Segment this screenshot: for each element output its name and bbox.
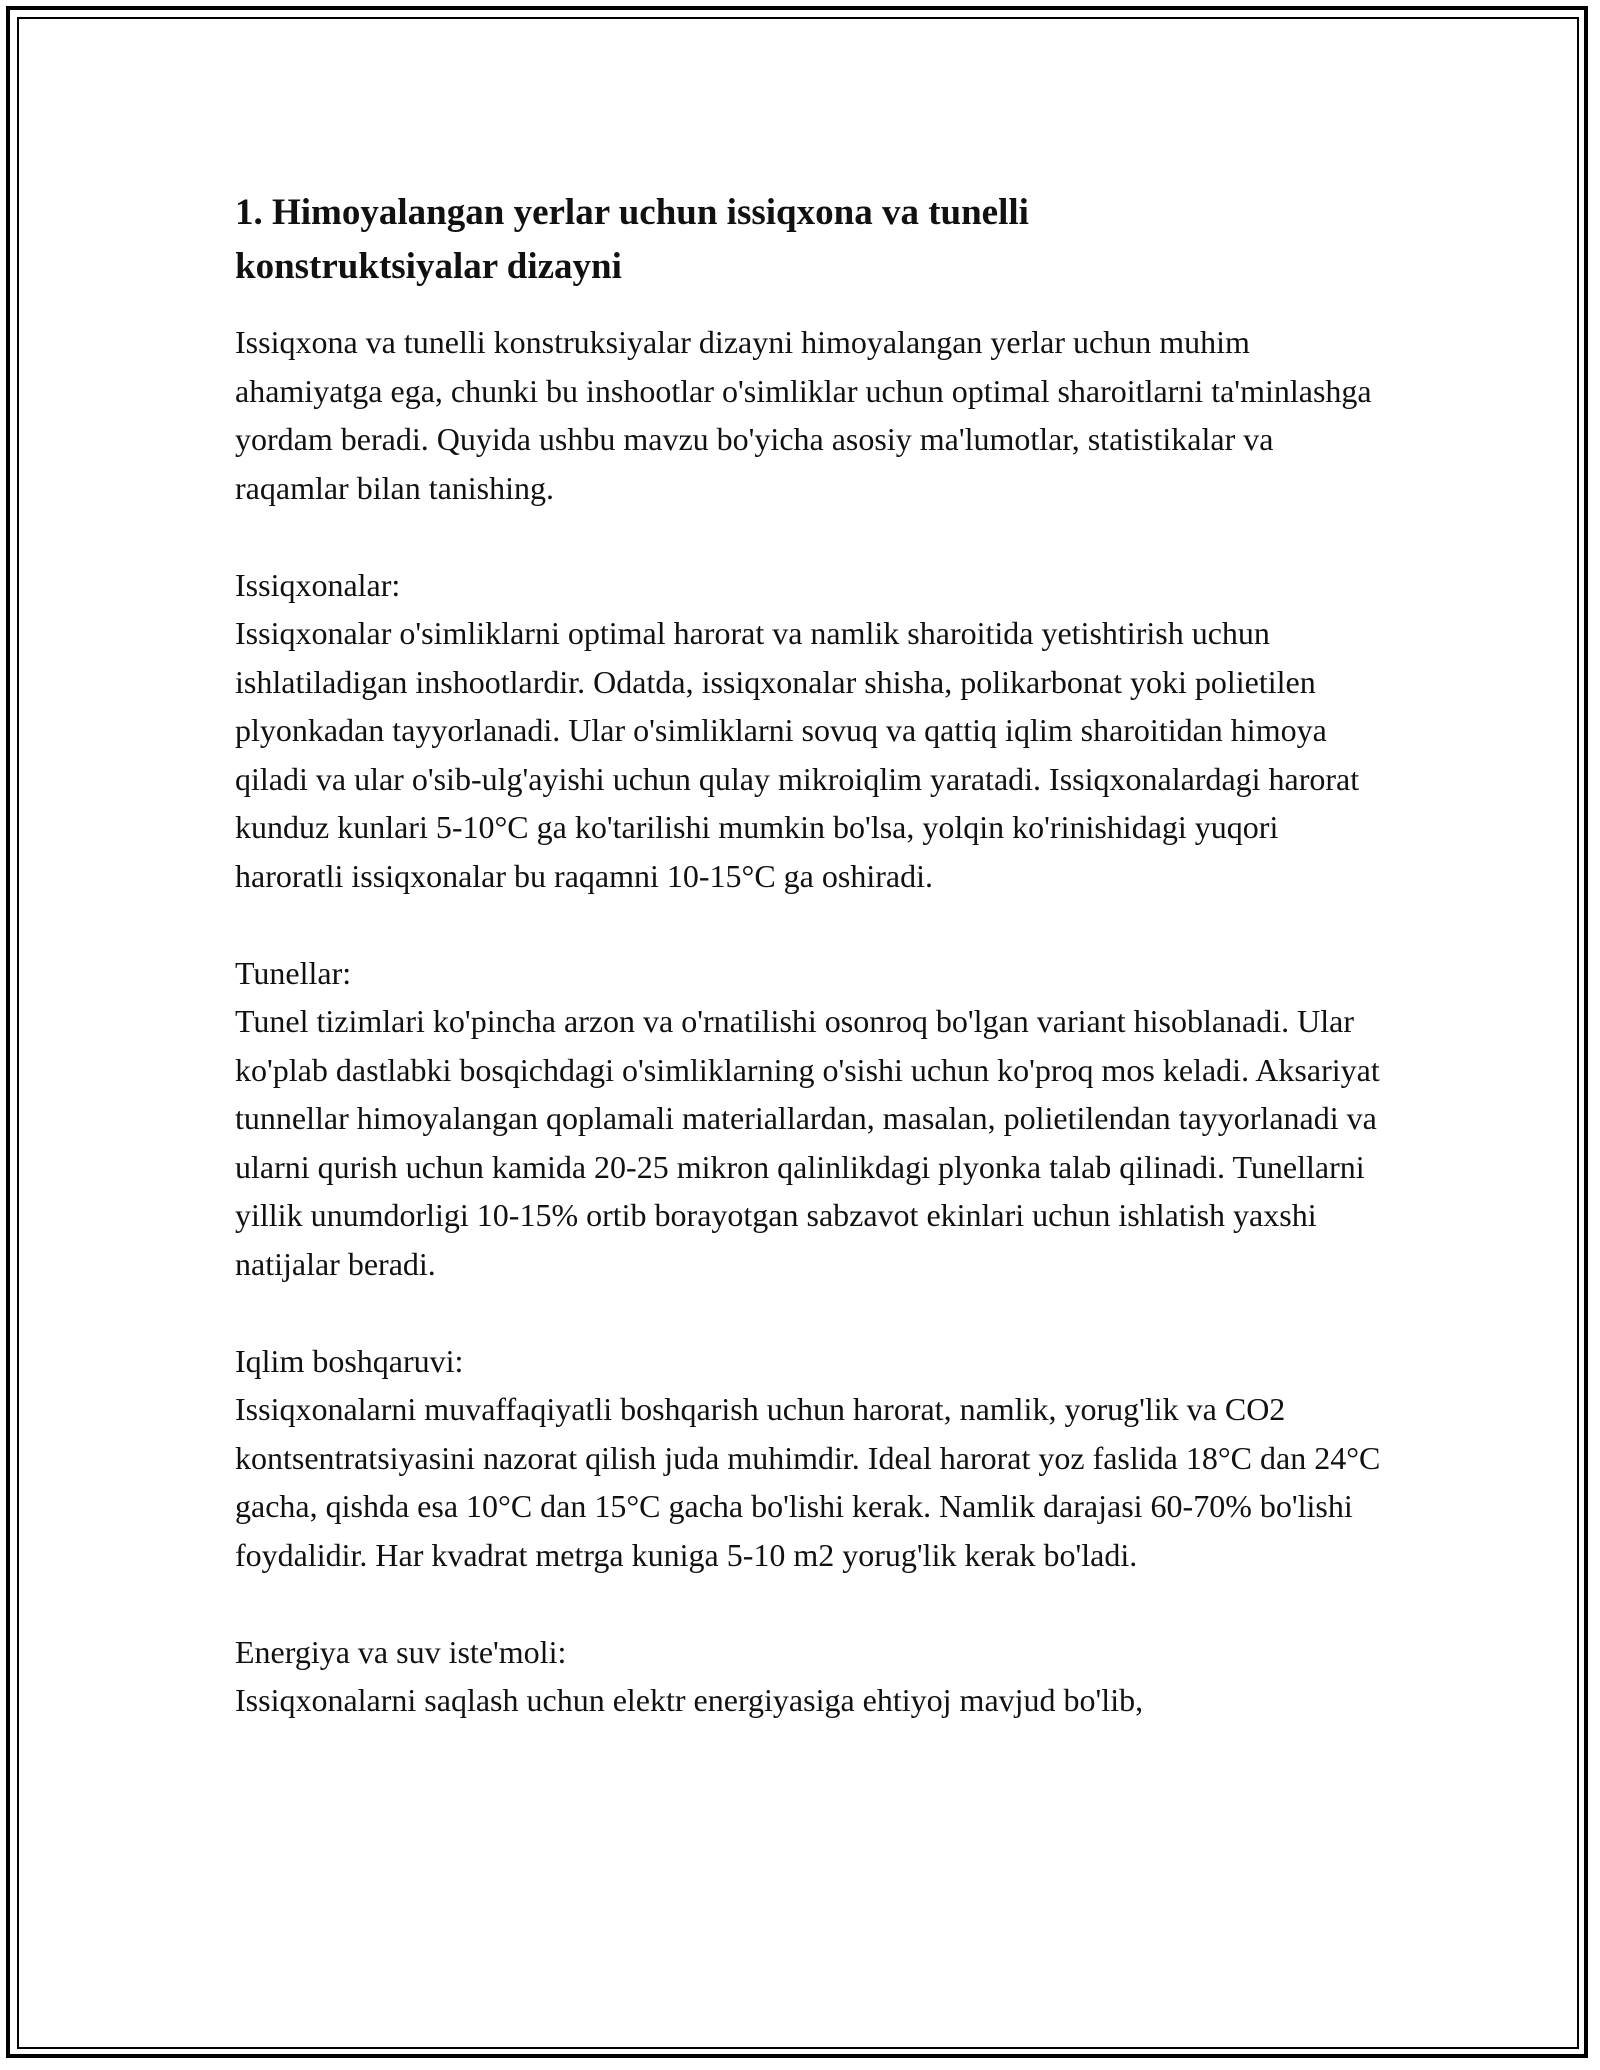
section-energiya-va-suv xyxy=(235,1628,1385,1725)
section-body: Issiqxonalar o'simliklarni optimal harorat va namlik sharoitida yetishtirish uchun ishlatiladigan inshootlardir. Odatda, issiqxonalar shisha, polikarbonat yoki polietilen plyonkadan tayyorlanadi. Ular o'simliklarni sovuq va qattiq iqlim sharoitidan himoya qiladi va ular o'sib-ulg'ayishi uchun qulay mikroiqlim yaratadi. Issiqxonalardagi harorat kunduz kunlari 5-10°C ga ko'tarilishi mumkin bo'lsa, yolqin ko'rinishidagi yuqori haroratli issiqxonalar bu raqamni 10-15°C ga oshiradi. xyxy=(235,615,1360,894)
document-content xyxy=(235,186,1385,1725)
section-issiqxonalar xyxy=(235,561,1385,901)
section-body: Issiqxonalarni saqlash uchun elektr energiyasiga ehtiyoj mavjud bo'lib, xyxy=(235,1682,1144,1718)
section-tunellar xyxy=(235,949,1385,1289)
section-body: Tunel tizimlari ko'pincha arzon va o'rnatilishi osonroq bo'lgan variant hisoblanadi. Ular ko'plab dastlabki bosqichdagi o'simliklarning o'sishi uchun ko'proq mos keladi. Aksariyat tunnellar himoyalangan qoplamali materiallardan, masalan, polietilendan tayyorlanadi va ularni qurish uchun kamida 20-25 mikron qalinlikdagi plyonka talab qilinadi. Tunellarni yillik unumdorligi 10-15% ortib borayotgan sabzavot ekinlari uchun ishlatish yaxshi natijalar beradi. xyxy=(235,1003,1380,1282)
section-heading: Iqlim boshqaruvi: xyxy=(235,1342,464,1379)
section-heading: Issiqxonalar: xyxy=(235,566,401,603)
section-heading: Tunellar: xyxy=(235,954,352,991)
section-body: Issiqxonalarni muvaffaqiyatli boshqarish uchun harorat, namlik, yorug'lik va CO2 kontsentratsiyasini nazorat qilish juda muhimdir. Ideal harorat yoz faslida 18°C dan 24°C gacha, qishda esa 10°C dan 15°C gacha bo'lishi kerak. Namlik darajasi 60-70% bo'lishi foydalidir. Har kvadrat metrga kuniga 5-10 m2 yorug'lik kerak bo'ladi. xyxy=(235,1391,1381,1573)
intro-paragraph: Issiqxona va tunelli konstruksiyalar dizayni himoyalangan yerlar uchun muhim ahamiyatga ega, chunki bu inshootlar o'simliklar uchun optimal sharoitlarni ta'minlashga yordam beradi. Quyida ushbu mavzu bo'yicha asosiy ma'lumotlar, statistikalar va raqamlar bilan tanishing. xyxy=(235,324,1372,506)
section-heading: Energiya va suv iste'moli: xyxy=(235,1633,567,1670)
section-iqlim-boshqaruvi xyxy=(235,1337,1385,1580)
document-title: 1. Himoyalangan yerlar uchun issiqxona va tunelli konstruktsiyalar dizayni xyxy=(235,192,1029,287)
